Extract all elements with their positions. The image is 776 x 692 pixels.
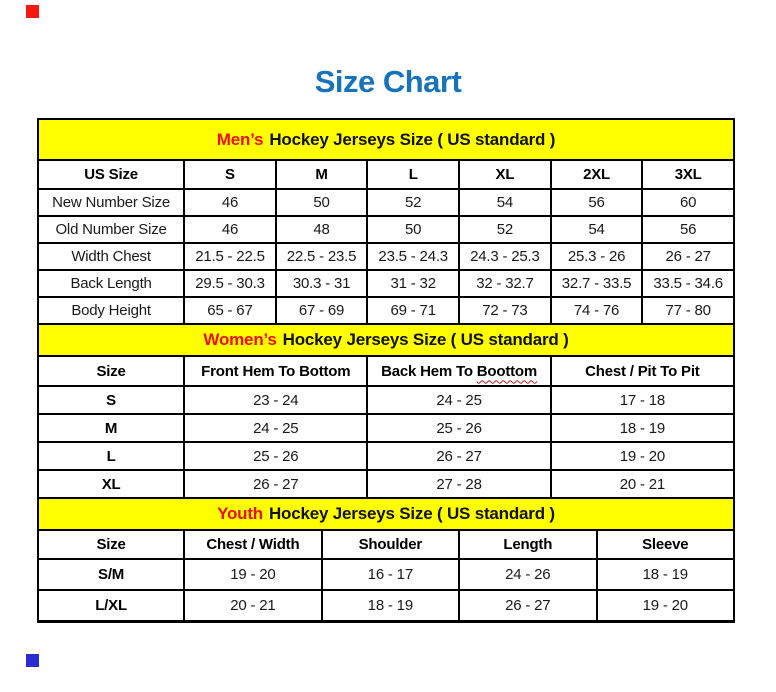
column-header-text: Back Hem To (381, 362, 477, 380)
size-value-cell: 17 - 18 (551, 386, 734, 414)
column-header: Front Hem To Bottom (184, 356, 367, 386)
column-header: US Size (38, 160, 184, 189)
size-value-cell: 19 - 20 (551, 442, 734, 470)
size-value-cell: 18 - 19 (597, 559, 734, 590)
womens-section-header-band (37, 323, 735, 357)
column-header: Length (459, 530, 596, 559)
size-value-cell: 54 (551, 216, 643, 243)
column-header: S (184, 160, 276, 189)
size-value-cell: 22.5 - 23.5 (276, 243, 368, 270)
mens-label: Men’s (216, 129, 264, 149)
row-label: L (38, 442, 184, 470)
size-value-cell: 52 (459, 216, 551, 243)
womens-band-text: Hockey Jerseys Size ( US standard ) (282, 330, 569, 349)
size-value-cell: 18 - 19 (551, 414, 734, 442)
table-row (38, 386, 734, 414)
mens-size-table (37, 159, 735, 325)
size-value-cell: 46 (184, 189, 276, 216)
mens-band-text: Hockey Jerseys Size ( US standard ) (269, 129, 556, 149)
size-value-cell: 32 - 32.7 (459, 270, 551, 297)
size-value-cell: 50 (367, 216, 459, 243)
size-value-cell: 29.5 - 30.3 (184, 270, 276, 297)
size-value-cell: 46 (184, 216, 276, 243)
size-value-cell: 56 (551, 189, 643, 216)
column-header: 3XL (642, 160, 734, 189)
size-value-cell: 23 - 24 (184, 386, 367, 414)
size-value-cell: 32.7 - 33.5 (551, 270, 643, 297)
youth-section-header-band (37, 497, 735, 531)
size-value-cell: 25 - 26 (367, 414, 550, 442)
table-row (38, 414, 734, 442)
column-header: Chest / Pit To Pit (551, 356, 734, 386)
table-row (38, 243, 734, 270)
red-corner-marker (26, 5, 39, 18)
column-header: 2XL (551, 160, 643, 189)
size-value-cell: 24 - 26 (459, 559, 596, 590)
table-row (38, 590, 734, 621)
column-header: XL (459, 160, 551, 189)
table-row (38, 270, 734, 297)
size-value-cell: 19 - 20 (184, 559, 321, 590)
womens-label: Women’s (203, 330, 277, 349)
column-header: Chest / Width (184, 530, 321, 559)
table-row (38, 470, 734, 498)
mens-header-row (38, 160, 734, 189)
size-value-cell: 26 - 27 (367, 442, 550, 470)
size-value-cell: 48 (276, 216, 368, 243)
size-value-cell: 31 - 32 (367, 270, 459, 297)
size-value-cell: 69 - 71 (367, 297, 459, 324)
size-value-cell: 24.3 - 25.3 (459, 243, 551, 270)
size-value-cell: 27 - 28 (367, 470, 550, 498)
column-header (367, 356, 550, 386)
youth-size-table (37, 529, 735, 623)
mens-section-header-band (37, 118, 735, 161)
row-label: Width Chest (38, 243, 184, 270)
size-value-cell: 20 - 21 (184, 590, 321, 621)
size-value-cell: 19 - 20 (597, 590, 734, 621)
size-value-cell: 26 - 27 (459, 590, 596, 621)
size-value-cell: 52 (367, 189, 459, 216)
womens-size-table (37, 355, 735, 499)
size-value-cell: 20 - 21 (551, 470, 734, 498)
table-row (38, 189, 734, 216)
row-label: L/XL (38, 590, 184, 621)
size-value-cell: 56 (642, 216, 734, 243)
size-value-cell: 74 - 76 (551, 297, 643, 324)
row-label: M (38, 414, 184, 442)
row-label: New Number Size (38, 189, 184, 216)
size-value-cell: 60 (642, 189, 734, 216)
size-value-cell: 16 - 17 (322, 559, 459, 590)
size-value-cell: 25 - 26 (184, 442, 367, 470)
size-value-cell: 24 - 25 (367, 386, 550, 414)
size-value-cell: 21.5 - 22.5 (184, 243, 276, 270)
youth-header-row (38, 530, 734, 559)
size-value-cell: 72 - 73 (459, 297, 551, 324)
size-value-cell: 54 (459, 189, 551, 216)
youth-band-text: Hockey Jerseys Size ( US standard ) (268, 504, 555, 523)
misspelled-word: Boottom (476, 362, 538, 380)
row-label: Body Height (38, 297, 184, 324)
row-label: Back Length (38, 270, 184, 297)
table-row (38, 559, 734, 590)
column-header: M (276, 160, 368, 189)
column-header: Size (38, 356, 184, 386)
size-value-cell: 24 - 25 (184, 414, 367, 442)
table-row (38, 442, 734, 470)
size-value-cell: 65 - 67 (184, 297, 276, 324)
size-value-cell: 30.3 - 31 (276, 270, 368, 297)
row-label: Old Number Size (38, 216, 184, 243)
size-value-cell: 23.5 - 24.3 (367, 243, 459, 270)
row-label: S/M (38, 559, 184, 590)
size-value-cell: 26 - 27 (642, 243, 734, 270)
size-value-cell: 67 - 69 (276, 297, 368, 324)
column-header: Size (38, 530, 184, 559)
size-value-cell: 18 - 19 (322, 590, 459, 621)
size-value-cell: 33.5 - 34.6 (642, 270, 734, 297)
page-title: Size Chart (314, 64, 462, 99)
column-header: L (367, 160, 459, 189)
youth-label: Youth (217, 504, 263, 523)
row-label: XL (38, 470, 184, 498)
blue-corner-marker (26, 654, 39, 667)
size-value-cell: 26 - 27 (184, 470, 367, 498)
size-value-cell: 25.3 - 26 (551, 243, 643, 270)
size-value-cell: 50 (276, 189, 368, 216)
column-header: Sleeve (597, 530, 734, 559)
column-header: Shoulder (322, 530, 459, 559)
size-value-cell: 77 - 80 (642, 297, 734, 324)
womens-header-row (38, 356, 734, 386)
row-label: S (38, 386, 184, 414)
size-chart-tables (37, 118, 735, 623)
table-row (38, 216, 734, 243)
table-row (38, 297, 734, 324)
